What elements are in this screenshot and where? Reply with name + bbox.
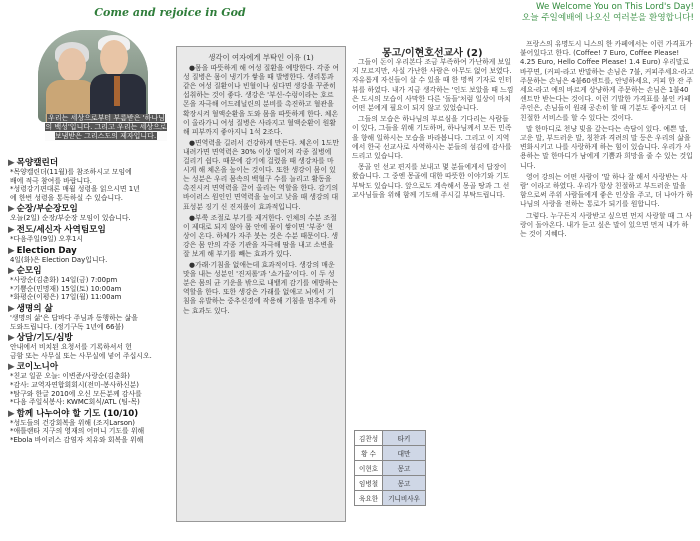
paragraph: ●몸을 따뜻하게 해 여성 질환을 예방한다. 각종 여성 질병은 몸이 냉기가 쌓을 때 발병한다. 생리통과 같은 여성 질환이나 빈혈이나 심다면 생강을 꾸준히 섭취하는 것이 좋다. 생강은 '부신-수렁이라는 호르몬을 자극해 어드레닐린의 분비를 촉진하고 혈관을 확장시켜 혈액순환을 도와 몸을 따뜻하게 한다. 체온이 올라가니 여성 질병은 사라지고 혈액순환이 원활해 피부까지 좋아지니 1석 2조다. <box>183 64 340 136</box>
section-heading: ▶ 순모임 <box>8 266 42 277</box>
section-line: *Ebola 바이러스 감염자 치유와 회복을 위해 <box>10 435 144 444</box>
arrow-bullet-icon: ▶ <box>8 158 15 168</box>
section-line: *다음 주일식봉사: KWMC회식/ATL (팀-목) <box>10 398 140 407</box>
arrow-bullet-icon: ▶ <box>8 224 15 235</box>
section-line: 금함 또는 사무실 또는 사무실에 넣어 주십시오. <box>10 351 152 360</box>
section-heading: ▶ 코이노니아 <box>8 362 59 373</box>
table-row <box>355 491 426 506</box>
section-line: *애틀랜타 지구의 영재의 어머니 기도를 위해 <box>10 427 145 436</box>
missionary-name: 육요한 <box>355 491 383 506</box>
section-heading: ▶ 목양캘린더 <box>8 158 59 168</box>
table-row <box>355 431 426 446</box>
section-heading: ▶ Election Day <box>8 245 77 256</box>
section-heading: ▶ 상담/기도/심방 <box>8 333 73 344</box>
arrow-bullet-icon: ▶ <box>8 362 15 373</box>
paragraph: ●면역력을 길러서 건강하게 만든다. 체온이 1도만 내려가면 면역력은 30% 이상 떨어져 각종 질병에 걸리기 쉽다. 때문에 감기에 걸렸을 때 생강차를 마시게 해 체온을 높이는 것이다. 또한 생강이 몸이 있는 성분은 우리 몸속의 백혈구 수를 늘리고 활동을 촉진시켜 면역력을 끌어 올리는 역할을 한다. 감기의 바이러스 원인인 면역력을 높이고 낮을 때 생강의 대표성분 징기 신 진저롤이 효과적입니다. <box>183 138 340 211</box>
arrow-bullet-icon: ▶ <box>8 408 15 419</box>
missionary-name: 황 수 <box>355 446 383 461</box>
welcome-korean: 오늘 주일예배에 나오신 여러분을 환영합니다! <box>521 13 694 23</box>
header-right-welcome <box>444 2 694 24</box>
section-line: *화평순(이평은) 17일(월) 11:00am <box>10 293 122 302</box>
paragraph: ●부쭉 조절로 부기를 제거한다. 인체의 수분 조절이 제대로 되지 않아 몸 안에 물이 쌓이면 '부종' 현상이 온다. 하체가 자주 붓는 것은 수분 때문이다. 생강은 몸 안의 각종 기관을 자극해 땀을 내고 소변을 잘 보게 해 부기를 빼는 효과가 있다. <box>183 213 339 258</box>
column-article <box>520 40 694 241</box>
mission-country: 기니비사우 <box>383 491 426 506</box>
missionary-name: 임병철 <box>355 476 383 491</box>
paragraph: 말 한마디로 천냥 빚을 갚는다는 속담이 있다. 예쁜 말, 고운 말, 부드러운 말, 칭찬과 격려의 말 등은 우리의 삶을 변화시키고 나를 사랑하게 하는 힘이 있습니다. 우리가 사용하는 말 한마디가 남에게 기쁨과 희망을 줄 수 있는 것입니다. <box>520 124 693 170</box>
section-line: *다음주일(9일) 오후1시 <box>10 234 84 243</box>
section-line: *목양캘린더(11월)를 참조하시고 모임에 <box>10 168 132 176</box>
section-line: 4일(화)은 Election Day입니다. <box>10 255 108 264</box>
table-row <box>355 461 426 476</box>
mission-country: 대만 <box>383 446 426 461</box>
arrow-bullet-icon: ▶ <box>8 303 15 314</box>
article-title: 생각이 여자에게 부탁인 이유 (1) <box>208 53 314 62</box>
section-line: *친교 일꾼 오늘: 이변준/사랑순(김춘화) <box>10 372 130 381</box>
section-heading: ▶ 생명의 삶 <box>8 303 53 314</box>
health-article <box>176 46 346 522</box>
announcements-column <box>8 156 168 444</box>
paragraph: 영어 강의는 어떤 사람이 '말 하나 잘 해서 사랑받는 사람' 이라고 하였다. 우리가 항상 친절하고 부드러운 말을 함으로써 주위 사람들에게 좋은 인상을 주고, 더 나아가 하나님의 사랑을 전하는 통로가 되기를 원합니다. <box>520 172 693 209</box>
section-line: *기쁨순(민명재) 15일(토) 10:00am <box>10 284 122 293</box>
section-heading: ▶ 순장/부순장모임 <box>8 204 78 215</box>
photo-caption: 우리는 세상으로부터 부름받은 '하나님의 백성'입니다. 그리고 우리는 세상으로 보냄받은 그리스도의 제자입니다. <box>45 114 167 140</box>
paragraph: 그들이 돈이 우리본다 조금 부족하여 가난하게 보일지 모르지만, 사실 가난한 사람은 아무도 없어 보였다. 자유롭게 자신들이 살 수 있을 때 한 명씩 기자로 인터뷰를 하였다. 내가 지금 생각하는 '인도 보았을 때 느낌은 도시의 모습이 사막한 다른 '돌들'처럼 일상이 마치 어떤 분에게 필요이 되지 않고 있었습니다. <box>352 58 514 113</box>
mission-country: 타키 <box>383 431 426 446</box>
table-row <box>355 446 426 461</box>
section-line: *성도들의 건강회복을 위해 (조지Larson) <box>10 418 135 427</box>
missionary-name: 이현호 <box>355 461 383 476</box>
mission-schedule-table <box>354 430 426 506</box>
paragraph: ●가래·기침을 없애는데 효과적이다. 생강의 매운맛을 내는 성분인 '진저롤'과 '쇼가올'이다. 이 두 성분은 몸의 균 기운을 밖으로 내뱉게 감기를 예방하는 역할을 한다. 또한 생강은 가래를 없애고 뇌에서 기침을 유발하는 중추신경에 작용해 기침을 멈추게 하는 효과도 있다. <box>183 261 339 315</box>
section-heading: ▶ 함께 나누어야 할 기도 (10/10) <box>8 408 139 419</box>
section-line: *탐구와 한글 2010에 오신 모든분께 감사를 <box>10 389 142 398</box>
section-line: 도와드립니다. (정기구독 1년에 66불) <box>10 322 124 331</box>
mission-country: 몽고 <box>383 461 426 476</box>
table-row <box>355 476 426 491</box>
mission-country: 몽고 <box>383 476 426 491</box>
pastor-couple-photo <box>38 30 148 122</box>
paragraph: 몽골 인 선교 편지를 보내고 몇 분들에게서 답장이 왔습니다. 그 중엔 몽골에 대한 따뜻한 이야기와 기도 부탁도 있습니다. 앞으로도 계속해서 몽골 땅과 그 선교사님들을 위해 함께 기도해 주시길 부탁드립니다. <box>352 163 510 199</box>
section-line: 안내에서 비치된 요청서를 기록하셔서 헌 <box>10 343 132 352</box>
section-line: 오늘(2일) 순장/부순장 모임이 있습니다. <box>10 214 131 223</box>
missionary-title: 몽고/이현호선교사 (2) <box>382 48 483 59</box>
arrow-bullet-icon: ▶ <box>8 245 15 256</box>
header-left-title: Come and rejoice in God <box>94 6 246 19</box>
paragraph: 그들의 모습은 하나님의 부르심을 기다리는 사람들이 있다, 그들을 위해 기도하며, 하나님께서 모든 민족을 향해 일하시는 모습을 바라봅니다. 그리고 이 지역에서 한국 선교사로 사역하시는 분들의 섬김에 감사를 드리고 있습니다. <box>352 115 512 161</box>
section-line: *사랑순(김춘화) 14일(금) 7:00pm <box>10 276 118 285</box>
section-line: 에 한번 성령을 통독하실 수 있습니다. <box>10 193 123 202</box>
section-heading: ▶ 전도/세신자 사역팀모임 <box>8 224 106 235</box>
paragraph: 그렇다. 누구든지 사랑받고 싶으면 먼저 사랑할 때 그 사랑이 돌아온다. 내가 듣고 싶은 말이 있으면 먼저 내가 하는 것이 지혜다. <box>520 211 693 239</box>
arrow-bullet-icon: ▶ <box>8 204 15 215</box>
welcome-english: We Welcome You on This Lord's Day! <box>535 2 694 12</box>
missionary-letter <box>352 58 514 202</box>
section-line: *성령강기편대론 매월 성령을 읽으시면 1년 <box>10 185 140 194</box>
arrow-bullet-icon: ▶ <box>8 333 15 344</box>
arrow-bullet-icon: ▶ <box>8 266 15 277</box>
section-line: 배에 적극 참여를 바랍니다. <box>10 176 92 185</box>
section-line: *감사: 교역자연합회회시(전미-봉사하신분) <box>10 380 139 389</box>
section-line: '생명의 삶'은 답바다 주님과 동행하는 삶을 <box>10 313 138 322</box>
missionary-name: 김찬성 <box>355 431 383 446</box>
paragraph: 프랑스의 유명도시 니스의 한 카페에서는 이런 가격표가 붙어있다고 한다. (Coffee! 7 Euro, Coffee Please! 4.25 Euro, Hello Coffee Please! 1.4 Euro) 우리말로 바꾸면, (커피-라고 반말하는 손님은 7불, 커피주세요-라고 주문하는 손님은 4불60센트를, 안녕하세요, 커피 한 잔 주세요-라고 예의 바르게 상냥하게 주문하는 손님은 1불40센트만 받는다는 것이다. 이런 기발한 가격표를 붙인 카페 주인은, 손님들이 원래 공손히 할 때 기분도 좋아지고 더 친절한 서비스를 할 수 있다는 것이다. <box>520 40 694 122</box>
